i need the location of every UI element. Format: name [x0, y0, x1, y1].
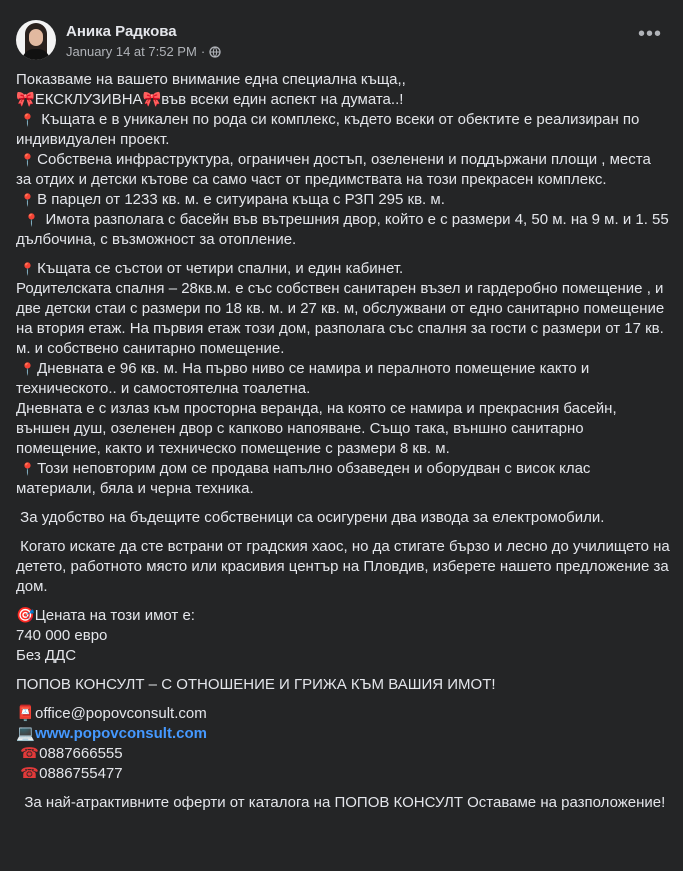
text-line: 📍 Имота разполага с басейн във вътрешния двор, който е с размери 4, 50 м. на 9 м. и 1. 55 дълбочина, с възможност за отопление. [16, 211, 673, 248]
website-link[interactable]: www.popovconsult.com [35, 725, 207, 742]
text-line: 📍 Дневната е 96 кв. м. На първо ниво се намира и пералното помещение както и техническото.. и самостоятелна тоалетна. [16, 360, 594, 397]
text-line: Показваме на вашето внимание една специална къща,, [16, 71, 406, 88]
ribbon-icon: 🎀 [142, 91, 162, 108]
pushpin-icon: 📍 [20, 462, 36, 476]
postbox-icon: 📮 [16, 705, 35, 722]
more-options-button[interactable]: ••• [637, 23, 662, 45]
author-name[interactable]: Аника Радкова [66, 23, 177, 40]
pushpin-icon: 📍 [20, 113, 36, 127]
phone-icon: ☎ [20, 745, 39, 762]
text-line: 📍 Този неповторим дом се продава напълно обзаведен и оборудван с висок клас материали, бяла и черна техника. [16, 460, 595, 497]
text-line: 🎯Цената на този имот е: [16, 607, 195, 624]
post-body [16, 70, 674, 813]
company-slogan: ПОПОВ КОНСУЛТ – С ОТНОШЕНИЕ И ГРИЖА КЪМ ВАШИЯ ИМОТ! [16, 676, 496, 693]
pushpin-icon: 📍 [20, 153, 36, 167]
avatar[interactable] [16, 20, 56, 60]
contact-website [16, 724, 670, 744]
post-timestamp[interactable]: January 14 at 7:52 PM [66, 44, 197, 59]
contact-phone: ☎0887666555 [20, 745, 123, 762]
globe-icon[interactable] [209, 46, 221, 58]
text-line: на втория етаж. На първия етаж този дом, разполага със спалня за гости с размери от 17 кв. м. и собствено санитарно помещение. [16, 320, 668, 357]
price: 740 000 евро [16, 627, 108, 644]
pushpin-icon: 📍 [20, 193, 36, 207]
text-line: 📍 Къщата е в уникален по рода си комплекс, където всеки от обектите е реализиран по индивидуален проект. [16, 111, 644, 148]
post-meta [66, 44, 221, 59]
contact-email: 📮office@popovconsult.com [16, 705, 207, 722]
laptop-icon: 💻 [16, 725, 35, 742]
text-line: 📍 Къщата се състои от четири спални, и един кабинет. [20, 260, 404, 277]
pushpin-icon: 📍 [24, 213, 40, 227]
target-icon: 🎯 [16, 607, 35, 624]
pushpin-icon: 📍 [20, 262, 36, 276]
text-line: Родителската спалня – 28кв.м. е със собствен санитарен възел и гардеробно помещение , и две детски стаи с размери по 18 кв. м. и 27 кв. м, обслужвани от едно санитарно помещение [16, 280, 668, 317]
contact-phone: ☎0886755477 [20, 765, 123, 782]
text-line: Когато искате да сте встрани от градския хаос, но да стигате бързо и лесно до училището на детето, работното място или красивия център на Пловдив, изберете нашето предложение за дом. [16, 538, 674, 595]
ribbon-icon: 🎀 [16, 91, 35, 108]
text-line: 📍 В парцел от 1233 кв. м. е ситуирана къща с РЗП 295 кв. м. [20, 191, 445, 208]
text-line: 📍 Собствена инфраструктура, ограничен достъп, озеленени и поддържани площи , места за отдих и детски кътове са само част от предимствата на този прекрасен комплекс. [16, 151, 655, 188]
text-line: За удобство на бъдещите собственици са осигурени два извода за електромобили. [16, 509, 605, 526]
text-line: 🎀ЕКСКЛУЗИВНА🎀във всеки един аспект на думата..! [16, 91, 404, 108]
phone-icon: ☎ [20, 765, 39, 782]
meta-separator: · [200, 44, 206, 59]
text-line: За най-атрактивните оферти от каталога на ПОПОВ КОНСУЛТ Оставаме на разположение! [16, 794, 666, 811]
text-line: Дневната е с излаз към просторна веранда, на която се намира и прекрасния басейн, външен душ, озеленен двор с капково напояване. Също така, външно санитарно помещение, както и техническо помещение с размери 8 кв. м. [16, 400, 621, 457]
text-line: Без ДДС [16, 647, 77, 664]
post-header [16, 20, 667, 60]
pushpin-icon: 📍 [20, 362, 36, 376]
